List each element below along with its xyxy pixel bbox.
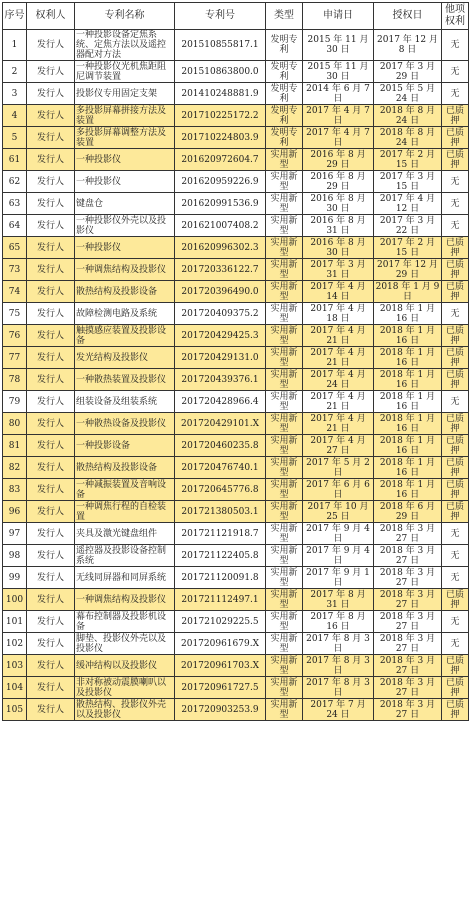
cell-seq: 65 — [3, 237, 27, 259]
cell-patent-name: 一种调焦行程的自检装置 — [75, 501, 175, 523]
table-row — [3, 501, 469, 523]
cell-type: 实用新型 — [266, 479, 303, 501]
cell-type: 实用新型 — [266, 611, 303, 633]
cell-grant-date: 2018 年 1 月 9 日 — [374, 281, 442, 303]
cell-seq: 63 — [3, 193, 27, 215]
cell-apply-date: 2015 年 11 月 30 日 — [303, 61, 374, 83]
cell-other-rights: 无 — [442, 303, 469, 325]
cell-seq: 1 — [3, 30, 27, 61]
header-patent-number: 专利号 — [175, 3, 266, 30]
cell-other-rights: 无 — [442, 523, 469, 545]
cell-other-rights: 已质押 — [442, 259, 469, 281]
patent-table — [2, 2, 469, 721]
cell-type: 实用新型 — [266, 171, 303, 193]
cell-owner: 发行人 — [27, 655, 75, 677]
cell-seq: 2 — [3, 61, 27, 83]
table-row — [3, 30, 469, 61]
cell-grant-date: 2018 年 3 月 27 日 — [374, 677, 442, 699]
cell-seq: 105 — [3, 699, 27, 721]
cell-other-rights: 无 — [442, 215, 469, 237]
cell-owner: 发行人 — [27, 149, 75, 171]
cell-apply-date: 2017 年 4 月 27 日 — [303, 435, 374, 457]
cell-owner: 发行人 — [27, 391, 75, 413]
cell-seq: 80 — [3, 413, 27, 435]
table-row — [3, 589, 469, 611]
table-row — [3, 281, 469, 303]
cell-apply-date: 2015 年 11 月 30 日 — [303, 30, 374, 61]
cell-apply-date: 2017 年 4 月 21 日 — [303, 413, 374, 435]
cell-patent-name: 一种投影仪 — [75, 149, 175, 171]
cell-apply-date: 2017 年 4 月 7 日 — [303, 127, 374, 149]
cell-grant-date: 2015 年 5 月 24 日 — [374, 83, 442, 105]
cell-patent-number: 201620972604.7 — [175, 149, 266, 171]
cell-patent-number: 201721029225.5 — [175, 611, 266, 633]
cell-grant-date: 2018 年 1 月 16 日 — [374, 435, 442, 457]
cell-type: 实用新型 — [266, 699, 303, 721]
cell-grant-date: 2018 年 1 月 16 日 — [374, 391, 442, 413]
cell-grant-date: 2017 年 12 月 8 日 — [374, 30, 442, 61]
cell-type: 实用新型 — [266, 501, 303, 523]
cell-seq: 100 — [3, 589, 27, 611]
cell-type: 实用新型 — [266, 391, 303, 413]
cell-type: 实用新型 — [266, 325, 303, 347]
table-row — [3, 237, 469, 259]
cell-owner: 发行人 — [27, 479, 75, 501]
cell-apply-date: 2017 年 3 月 31 日 — [303, 259, 374, 281]
cell-patent-number: 201720429131.0 — [175, 347, 266, 369]
cell-apply-date: 2014 年 6 月 7 日 — [303, 83, 374, 105]
cell-patent-name: 一种投影仪外壳以及投影仪 — [75, 215, 175, 237]
cell-grant-date: 2018 年 3 月 27 日 — [374, 699, 442, 721]
cell-apply-date: 2017 年 9 月 4 日 — [303, 523, 374, 545]
cell-owner: 发行人 — [27, 611, 75, 633]
cell-patent-name: 一种投影仪 — [75, 237, 175, 259]
cell-type: 实用新型 — [266, 567, 303, 589]
cell-type: 实用新型 — [266, 523, 303, 545]
table-row — [3, 655, 469, 677]
table-row — [3, 567, 469, 589]
cell-seq: 61 — [3, 149, 27, 171]
cell-owner: 发行人 — [27, 215, 75, 237]
table-row — [3, 369, 469, 391]
cell-patent-name: 键盘仓 — [75, 193, 175, 215]
cell-seq: 96 — [3, 501, 27, 523]
table-row — [3, 545, 469, 567]
header-grant-date: 授权日 — [374, 3, 442, 30]
cell-other-rights: 已质押 — [442, 325, 469, 347]
cell-patent-name: 一种投影设备定焦系统、定焦方法以及遥控器配对方法 — [75, 30, 175, 61]
cell-patent-name: 一种调焦结构及投影仪 — [75, 589, 175, 611]
cell-apply-date: 2017 年 7 月 24 日 — [303, 699, 374, 721]
cell-other-rights: 已质押 — [442, 435, 469, 457]
cell-owner: 发行人 — [27, 83, 75, 105]
cell-other-rights: 已质押 — [442, 369, 469, 391]
cell-owner: 发行人 — [27, 259, 75, 281]
cell-owner: 发行人 — [27, 237, 75, 259]
cell-grant-date: 2018 年 3 月 27 日 — [374, 589, 442, 611]
cell-patent-name: 一种散热装置及投影仪 — [75, 369, 175, 391]
cell-seq: 64 — [3, 215, 27, 237]
cell-other-rights: 已质押 — [442, 281, 469, 303]
cell-grant-date: 2018 年 3 月 27 日 — [374, 523, 442, 545]
cell-owner: 发行人 — [27, 193, 75, 215]
cell-patent-number: 201721112497.1 — [175, 589, 266, 611]
cell-patent-number: 201710224803.9 — [175, 127, 266, 149]
cell-grant-date: 2017 年 3 月 29 日 — [374, 61, 442, 83]
cell-seq: 73 — [3, 259, 27, 281]
cell-grant-date: 2017 年 12 月 29 日 — [374, 259, 442, 281]
cell-grant-date: 2018 年 3 月 27 日 — [374, 611, 442, 633]
cell-seq: 83 — [3, 479, 27, 501]
table-row — [3, 391, 469, 413]
table-row — [3, 479, 469, 501]
cell-type: 实用新型 — [266, 303, 303, 325]
cell-patent-name: 触摸感应装置及投影设备 — [75, 325, 175, 347]
cell-apply-date: 2017 年 8 月 3 日 — [303, 633, 374, 655]
table-row — [3, 677, 469, 699]
cell-owner: 发行人 — [27, 369, 75, 391]
cell-patent-number: 201620959226.9 — [175, 171, 266, 193]
cell-other-rights: 已质押 — [442, 347, 469, 369]
cell-type: 实用新型 — [266, 347, 303, 369]
cell-patent-number: 201510855817.1 — [175, 30, 266, 61]
cell-patent-name: 投影仪专用固定支架 — [75, 83, 175, 105]
cell-patent-name: 组装设备及组装系统 — [75, 391, 175, 413]
cell-other-rights: 无 — [442, 611, 469, 633]
cell-apply-date: 2016 年 8 月 29 日 — [303, 149, 374, 171]
table-row — [3, 259, 469, 281]
cell-seq: 77 — [3, 347, 27, 369]
cell-grant-date: 2017 年 2 月 15 日 — [374, 237, 442, 259]
table-row — [3, 215, 469, 237]
cell-type: 实用新型 — [266, 413, 303, 435]
cell-grant-date: 2018 年 3 月 27 日 — [374, 545, 442, 567]
cell-apply-date: 2017 年 6 月 6 日 — [303, 479, 374, 501]
table-row — [3, 347, 469, 369]
table-row — [3, 171, 469, 193]
cell-seq: 102 — [3, 633, 27, 655]
cell-patent-number: 201720429101.X — [175, 413, 266, 435]
cell-patent-name: 散热结构及投影设备 — [75, 457, 175, 479]
cell-seq: 5 — [3, 127, 27, 149]
cell-patent-name: 一种投影设备 — [75, 435, 175, 457]
cell-patent-number: 201721120091.8 — [175, 567, 266, 589]
cell-seq: 99 — [3, 567, 27, 589]
cell-owner: 发行人 — [27, 127, 75, 149]
cell-other-rights: 无 — [442, 391, 469, 413]
cell-grant-date: 2018 年 3 月 27 日 — [374, 655, 442, 677]
cell-apply-date: 2016 年 8 月 30 日 — [303, 193, 374, 215]
cell-type: 实用新型 — [266, 457, 303, 479]
cell-patent-number: 201621007408.2 — [175, 215, 266, 237]
table-row — [3, 325, 469, 347]
cell-owner: 发行人 — [27, 589, 75, 611]
cell-grant-date: 2018 年 3 月 27 日 — [374, 633, 442, 655]
cell-type: 发明专利 — [266, 105, 303, 127]
cell-patent-name: 一种投影仪 — [75, 171, 175, 193]
cell-apply-date: 2017 年 5 月 2 日 — [303, 457, 374, 479]
cell-patent-name: 多投影屏幕拼接方法及装置 — [75, 105, 175, 127]
cell-seq: 4 — [3, 105, 27, 127]
cell-patent-number: 201510863800.0 — [175, 61, 266, 83]
cell-owner: 发行人 — [27, 457, 75, 479]
cell-owner: 发行人 — [27, 105, 75, 127]
table-row — [3, 83, 469, 105]
cell-apply-date: 2017 年 4 月 21 日 — [303, 391, 374, 413]
cell-patent-name: 故障检测电路及系统 — [75, 303, 175, 325]
cell-other-rights: 已质押 — [442, 457, 469, 479]
cell-other-rights: 已质押 — [442, 105, 469, 127]
cell-patent-number: 201720645776.8 — [175, 479, 266, 501]
cell-type: 发明专利 — [266, 61, 303, 83]
cell-patent-number: 201720429425.3 — [175, 325, 266, 347]
table-row — [3, 105, 469, 127]
cell-apply-date: 2017 年 4 月 14 日 — [303, 281, 374, 303]
cell-seq: 104 — [3, 677, 27, 699]
cell-owner: 发行人 — [27, 699, 75, 721]
header-other-rights: 他项权利 — [442, 3, 469, 30]
cell-type: 发明专利 — [266, 127, 303, 149]
cell-owner: 发行人 — [27, 633, 75, 655]
table-row — [3, 413, 469, 435]
cell-apply-date: 2017 年 4 月 18 日 — [303, 303, 374, 325]
table-row — [3, 61, 469, 83]
cell-patent-number: 201720961679.X — [175, 633, 266, 655]
cell-type: 实用新型 — [266, 655, 303, 677]
cell-apply-date: 2016 年 8 月 29 日 — [303, 171, 374, 193]
header-seq: 序号 — [3, 3, 27, 30]
header-patent-name: 专利名称 — [75, 3, 175, 30]
table-row — [3, 149, 469, 171]
cell-patent-name: 散热结构、投影仪外壳以及投影仪 — [75, 699, 175, 721]
cell-patent-name: 一种调焦结构及投影仪 — [75, 259, 175, 281]
cell-patent-name: 夹具及激光键盘组件 — [75, 523, 175, 545]
cell-seq: 98 — [3, 545, 27, 567]
cell-apply-date: 2016 年 8 月 30 日 — [303, 237, 374, 259]
cell-seq: 79 — [3, 391, 27, 413]
cell-other-rights: 已质押 — [442, 413, 469, 435]
table-row — [3, 435, 469, 457]
cell-apply-date: 2017 年 9 月 1 日 — [303, 567, 374, 589]
cell-type: 实用新型 — [266, 369, 303, 391]
cell-other-rights: 已质押 — [442, 149, 469, 171]
cell-apply-date: 2017 年 8 月 3 日 — [303, 677, 374, 699]
cell-grant-date: 2018 年 1 月 16 日 — [374, 325, 442, 347]
cell-patent-number: 201720409375.2 — [175, 303, 266, 325]
cell-apply-date: 2016 年 8 月 31 日 — [303, 215, 374, 237]
cell-patent-name: 一种散热设备及投影仪 — [75, 413, 175, 435]
cell-grant-date: 2017 年 3 月 22 日 — [374, 215, 442, 237]
cell-owner: 发行人 — [27, 501, 75, 523]
cell-grant-date: 2017 年 2 月 15 日 — [374, 149, 442, 171]
cell-type: 实用新型 — [266, 677, 303, 699]
cell-patent-name: 一种投影仪光机焦距阻尼调节装置 — [75, 61, 175, 83]
cell-type: 实用新型 — [266, 149, 303, 171]
cell-other-rights: 已质押 — [442, 655, 469, 677]
cell-other-rights: 已质押 — [442, 699, 469, 721]
cell-type: 实用新型 — [266, 435, 303, 457]
cell-type: 实用新型 — [266, 545, 303, 567]
cell-other-rights: 无 — [442, 171, 469, 193]
table-body — [3, 30, 469, 721]
cell-patent-name: 一种减振装置及音响设备 — [75, 479, 175, 501]
cell-patent-number: 201710225172.2 — [175, 105, 266, 127]
table-row — [3, 633, 469, 655]
cell-other-rights: 已质押 — [442, 677, 469, 699]
cell-type: 实用新型 — [266, 633, 303, 655]
cell-seq: 81 — [3, 435, 27, 457]
cell-type: 实用新型 — [266, 589, 303, 611]
table-row — [3, 699, 469, 721]
cell-other-rights: 无 — [442, 545, 469, 567]
cell-owner: 发行人 — [27, 30, 75, 61]
cell-owner: 发行人 — [27, 413, 75, 435]
cell-patent-name: 散热结构及投影设备 — [75, 281, 175, 303]
cell-patent-name: 幕布控制器及投影机设备 — [75, 611, 175, 633]
cell-owner: 发行人 — [27, 677, 75, 699]
header-row — [3, 3, 469, 30]
cell-owner: 发行人 — [27, 567, 75, 589]
cell-grant-date: 2018 年 8 月 24 日 — [374, 127, 442, 149]
cell-grant-date: 2018 年 8 月 24 日 — [374, 105, 442, 127]
cell-grant-date: 2017 年 4 月 12 日 — [374, 193, 442, 215]
cell-other-rights: 无 — [442, 633, 469, 655]
cell-patent-number: 201620996302.3 — [175, 237, 266, 259]
cell-patent-number: 201720961703.X — [175, 655, 266, 677]
cell-patent-name: 非对称被动震膜喇叭以及投影仪 — [75, 677, 175, 699]
cell-patent-number: 201720961727.5 — [175, 677, 266, 699]
header-apply-date: 申请日 — [303, 3, 374, 30]
cell-type: 实用新型 — [266, 259, 303, 281]
cell-grant-date: 2018 年 1 月 16 日 — [374, 303, 442, 325]
cell-owner: 发行人 — [27, 347, 75, 369]
cell-owner: 发行人 — [27, 171, 75, 193]
cell-type: 实用新型 — [266, 281, 303, 303]
cell-other-rights: 已质押 — [442, 479, 469, 501]
cell-patent-number: 201720903253.9 — [175, 699, 266, 721]
cell-patent-name: 多投影屏幕调整方法及装置 — [75, 127, 175, 149]
cell-seq: 3 — [3, 83, 27, 105]
cell-patent-number: 201720336122.7 — [175, 259, 266, 281]
cell-owner: 发行人 — [27, 61, 75, 83]
cell-owner: 发行人 — [27, 523, 75, 545]
cell-apply-date: 2017 年 4 月 21 日 — [303, 347, 374, 369]
cell-owner: 发行人 — [27, 545, 75, 567]
cell-apply-date: 2017 年 9 月 4 日 — [303, 545, 374, 567]
cell-seq: 74 — [3, 281, 27, 303]
cell-other-rights: 已质押 — [442, 237, 469, 259]
cell-patent-number: 201720460235.8 — [175, 435, 266, 457]
patent-table-sheet — [2, 2, 469, 721]
cell-grant-date: 2018 年 1 月 16 日 — [374, 479, 442, 501]
cell-patent-number: 201720396490.0 — [175, 281, 266, 303]
cell-seq: 76 — [3, 325, 27, 347]
cell-patent-number: 201720428966.4 — [175, 391, 266, 413]
cell-seq: 103 — [3, 655, 27, 677]
table-row — [3, 611, 469, 633]
cell-seq: 78 — [3, 369, 27, 391]
cell-other-rights: 已质押 — [442, 501, 469, 523]
table-row — [3, 457, 469, 479]
cell-patent-name: 发光结构及投影仪 — [75, 347, 175, 369]
cell-patent-number: 201721121918.7 — [175, 523, 266, 545]
cell-type: 实用新型 — [266, 193, 303, 215]
cell-patent-number: 201410248881.9 — [175, 83, 266, 105]
header-owner: 权利人 — [27, 3, 75, 30]
cell-owner: 发行人 — [27, 325, 75, 347]
table-row — [3, 193, 469, 215]
cell-patent-number: 201720476740.1 — [175, 457, 266, 479]
cell-patent-number: 201720439376.1 — [175, 369, 266, 391]
cell-patent-number: 201620991536.9 — [175, 193, 266, 215]
cell-owner: 发行人 — [27, 435, 75, 457]
cell-grant-date: 2017 年 3 月 15 日 — [374, 171, 442, 193]
cell-apply-date: 2017 年 8 月 16 日 — [303, 611, 374, 633]
cell-type: 发明专利 — [266, 30, 303, 61]
cell-apply-date: 2017 年 8 月 3 日 — [303, 655, 374, 677]
cell-other-rights: 已质押 — [442, 589, 469, 611]
cell-patent-name: 缓冲结构以及投影仪 — [75, 655, 175, 677]
cell-other-rights: 无 — [442, 83, 469, 105]
cell-grant-date: 2018 年 1 月 16 日 — [374, 413, 442, 435]
cell-owner: 发行人 — [27, 281, 75, 303]
cell-seq: 75 — [3, 303, 27, 325]
cell-patent-number: 201721380503.1 — [175, 501, 266, 523]
cell-apply-date: 2017 年 4 月 21 日 — [303, 325, 374, 347]
table-row — [3, 127, 469, 149]
cell-apply-date: 2017 年 10 月 25 日 — [303, 501, 374, 523]
cell-type: 实用新型 — [266, 237, 303, 259]
cell-seq: 101 — [3, 611, 27, 633]
table-row — [3, 523, 469, 545]
cell-other-rights: 无 — [442, 193, 469, 215]
cell-patent-number: 201721122405.8 — [175, 545, 266, 567]
cell-apply-date: 2017 年 8 月 31 日 — [303, 589, 374, 611]
cell-patent-name: 脚垫、投影仪外壳以及投影仪 — [75, 633, 175, 655]
cell-grant-date: 2018 年 3 月 27 日 — [374, 567, 442, 589]
cell-other-rights: 已质押 — [442, 127, 469, 149]
cell-grant-date: 2018 年 6 月 29 日 — [374, 501, 442, 523]
cell-seq: 62 — [3, 171, 27, 193]
cell-seq: 97 — [3, 523, 27, 545]
cell-other-rights: 无 — [442, 61, 469, 83]
cell-apply-date: 2017 年 4 月 7 日 — [303, 105, 374, 127]
cell-other-rights: 无 — [442, 567, 469, 589]
cell-other-rights: 无 — [442, 30, 469, 61]
cell-owner: 发行人 — [27, 303, 75, 325]
cell-seq: 82 — [3, 457, 27, 479]
cell-patent-name: 遥控器及投影设备控制系统 — [75, 545, 175, 567]
header-type: 类型 — [266, 3, 303, 30]
cell-type: 发明专利 — [266, 83, 303, 105]
table-row — [3, 303, 469, 325]
cell-grant-date: 2018 年 1 月 16 日 — [374, 369, 442, 391]
cell-grant-date: 2018 年 1 月 16 日 — [374, 457, 442, 479]
cell-patent-name: 无线同屏器和同屏系统 — [75, 567, 175, 589]
cell-apply-date: 2017 年 4 月 24 日 — [303, 369, 374, 391]
cell-type: 实用新型 — [266, 215, 303, 237]
cell-grant-date: 2018 年 1 月 16 日 — [374, 347, 442, 369]
